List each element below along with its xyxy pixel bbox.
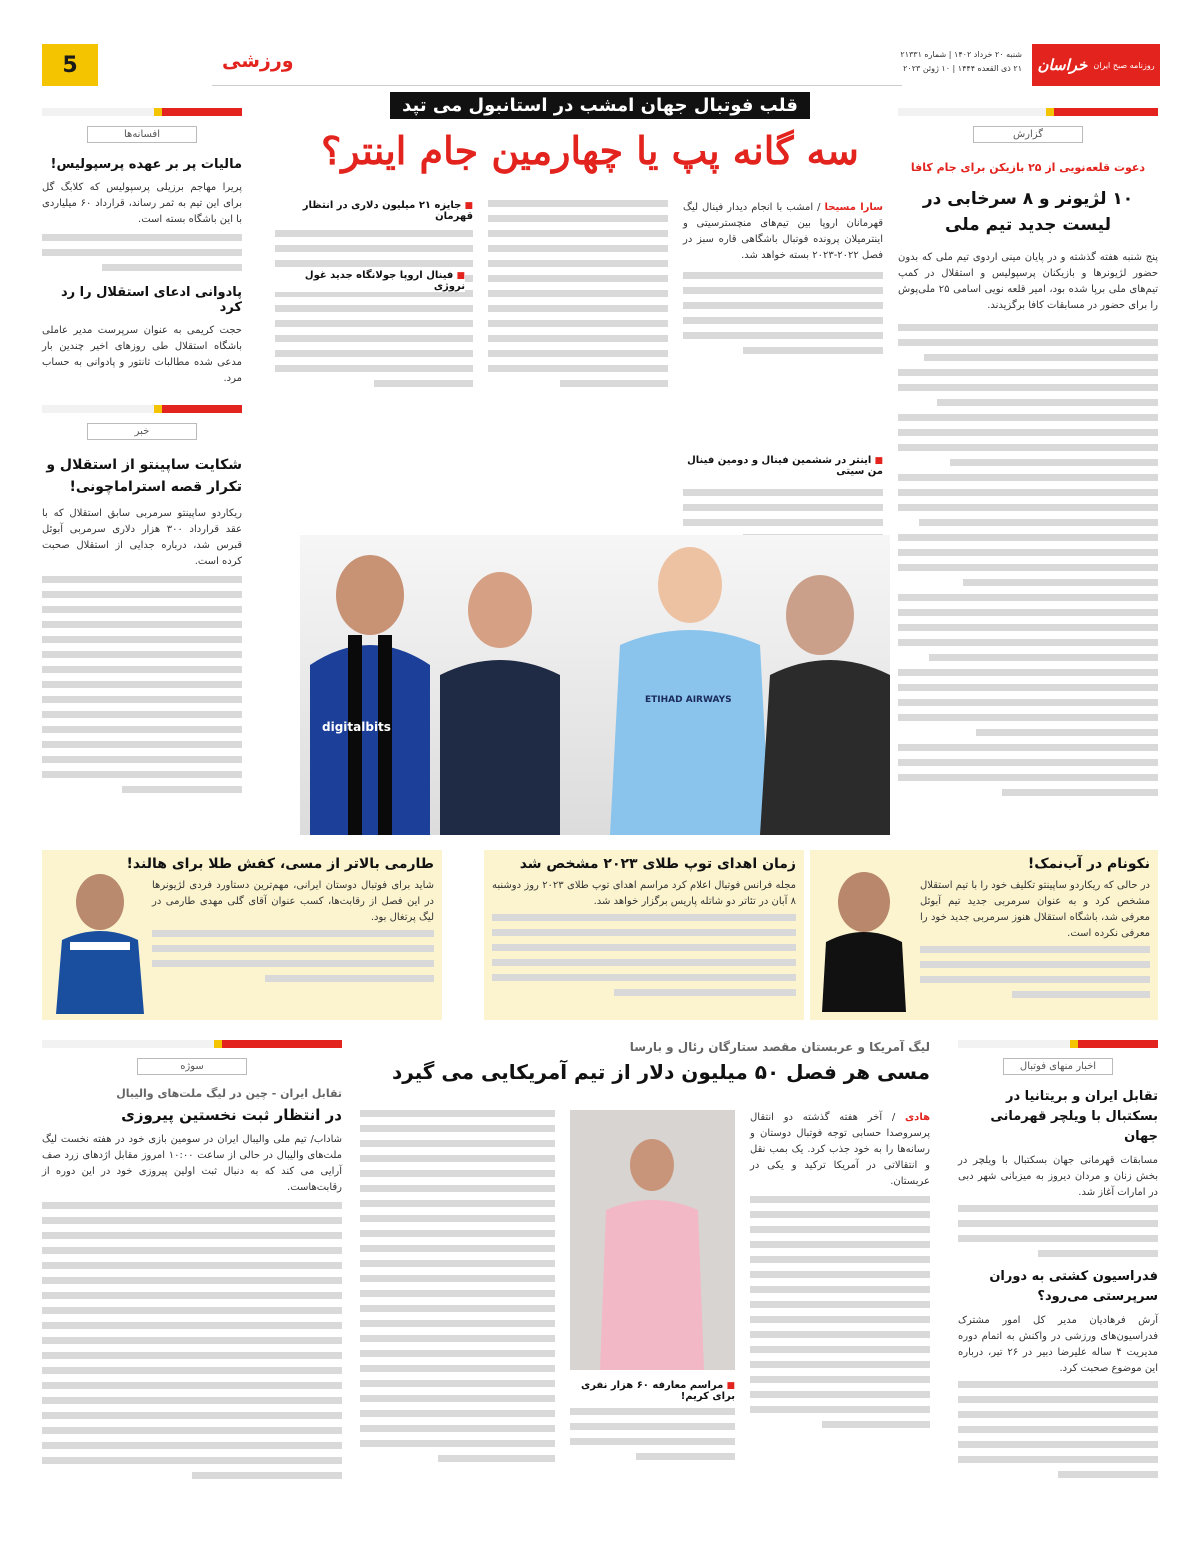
left-title-2: پادوانی ادعای استقلال را رد کرد: [60, 285, 242, 315]
box-accent: [898, 108, 1158, 116]
players-illustration: [300, 535, 890, 835]
nf-body-2-cont: [958, 1381, 1158, 1478]
panel-body-2: مجله فرانس فوتبال اعلام کرد مراسم اهدای توپ طلای ۲۰۲۳ روز دوشنبه ۸ آبان در تئاتر دو شاتله پاریس برگزار خواهد شد.: [492, 880, 797, 907]
dateline: [900, 48, 1022, 76]
masthead: [42, 44, 1160, 86]
report-tag: گزارش: [973, 126, 1083, 143]
panel-title-3: طارمی بالاتر از مسی، کفش طلا برای هالند!: [126, 856, 434, 872]
taremi-portrait: [50, 864, 150, 1014]
main-author: سارا مسیحا: [824, 202, 883, 213]
messi-photo[interactable]: [570, 1110, 735, 1370]
page-number: 5: [42, 44, 98, 86]
main-kicker: قلب فوتبال جهان امشب در استانبول می تپد: [390, 92, 810, 119]
messi-kicker: لیگ آمریکا و عربستان مقصد ستارگان رئال و بارسا: [629, 1040, 930, 1054]
kafa-report: [898, 108, 1158, 838]
jersey-text-inter: digitalbits: [322, 720, 391, 734]
vb-title: در انتظار ثبت نخستین پیروزی: [121, 1106, 342, 1124]
panel-title-1: نکونام در آب‌نمک!: [1027, 856, 1150, 872]
left-title-3: شکایت ساپینتو از استقلال و تکرار قصه استراماچونی!: [46, 457, 242, 495]
left-body-1: پریرا مهاجم برزیلی پرسپولیس که کلابگ گل برای این تیم به ثمر رساند، قرارداد ۶۰ میلیاردی با این باشگاه بسته است.: [42, 182, 242, 225]
vb-body-cont: [42, 1202, 342, 1479]
main-lead: سارا مسیحا / امشب با انجام دیدار فینال لیگ قهرمانان اروپا بین تیم‌های منچسترسیتی و اینترمیلان پرونده فوتبال باشگاهی قاره سبز در فصل ۲۰۲۲-۲۰۲۳ بسته خواهد شد.: [683, 202, 883, 261]
messi-illustration: [570, 1110, 735, 1370]
box-accent: [42, 1040, 342, 1048]
messi-title: مسی هر فصل ۵۰ میلیون دلار از تیم آمریکایی می گیرد: [391, 1060, 930, 1084]
main-story-text: [275, 200, 883, 450]
main-subhead-1: ■ اینتر در ششمین فینال و دومین فینال من سیتی: [683, 455, 883, 477]
brand-logo: خراسان: [1037, 56, 1088, 74]
date-line-2: ۲۱ ذی القعده ۱۴۴۴ | ۱۰ ژوئن ۲۰۲۳: [903, 64, 1022, 73]
panel-ballon-dor[interactable]: [484, 850, 804, 1020]
panel-title-2: زمان اهدای توپ طلای ۲۰۲۳ مشخص شد: [519, 856, 796, 872]
volleyball-story: [42, 1040, 342, 1530]
messi-body: هادی / آخر هفته گذشته دو انتقال پرسروصدا حسابی توجه فوتبال دوستان و رسانه‌ها را به خود جذب کرد. یک بمب نقل و انتقالاتی در آمریکا ترکید و یکی در عربستان.: [750, 1112, 931, 1187]
panel-body-3: شاید برای فوتبال دوستان ایرانی، مهم‌ترین دستاورد فردی لژیونرها در این فصل از رقابت‌ها، کسب عنوان آقای گلی مهدی طارمی در لیگ پرتغال بود.: [152, 880, 434, 923]
main-subheads: [275, 270, 883, 545]
messi-author: هادی: [905, 1112, 931, 1123]
nf-tag: اخبار منهای فوتبال: [1003, 1058, 1113, 1075]
date-line-1: شنبه ۲۰ خرداد ۱۴۰۲ | شماره ۲۱۳۳۱: [900, 50, 1022, 59]
section-bar: [212, 44, 902, 86]
main-col2: [488, 200, 668, 395]
vb-body: شاداب/ تیم ملی والیبال ایران در سومین بازی خود در هفته نخست لیگ ملت‌های والیبال در حالی از ساعت ۱۰:۰۰ امروز مقابل اژدهای زرد صف آرایی می کند که به دنبال ثبت اولین پیروزی خود در این دوره از رقابت‌هاست.: [42, 1134, 342, 1193]
vb-tag: سوژه: [137, 1058, 247, 1075]
newspaper-brand[interactable]: [1032, 44, 1160, 86]
nf-title-2: فدراسیون کشتی به دوران سرپرستی می‌رود؟: [989, 1269, 1158, 1304]
panel-taremi[interactable]: [42, 850, 442, 1020]
nf-body-1: مسابقات قهرمانی جهان بسکتبال با ویلچر در بخش زنان و مردان دیروز به میزبانی شهر دبی در امارات آغاز شد.: [958, 1155, 1158, 1198]
left-tag-2: خبر: [87, 423, 197, 440]
nf-title-1: تقابل ایران و بریتانیا در بسکتبال با ویلچر قهرمانی جهان: [990, 1089, 1158, 1144]
section-title: ورزشی: [222, 50, 294, 72]
messi-sub-body: [570, 1408, 735, 1460]
main-title: سه گانه پپ یا چهارمین جام اینتر؟: [321, 128, 859, 173]
box-accent: [958, 1040, 1158, 1048]
messi-story: [360, 1040, 930, 1530]
jersey-text-city: ETIHAD AIRWAYS: [645, 695, 732, 705]
panel-body-1: در حالی که ریکاردو ساپینتو تکلیف خود را با تیم استقلال مشخص کرد و به عنوان سرمربی جدید تیم آبوئل معرفی شد، باشگاه استقلال هنوز سرمربی جدید خود را معرفی نکرده است.: [920, 880, 1150, 939]
left-body-1-cont: [42, 234, 242, 271]
left-title-1: مالیات پر بر عهده پرسپولیس!: [50, 157, 242, 172]
panel-nekounam[interactable]: [810, 850, 1158, 1020]
messi-col2: [360, 1110, 555, 1470]
kafa-body: پنج شنبه هفته گذشته و در پایان مینی اردوی تیم ملی که بدون حضور لژیونرها و بازیکنان پرسپولیس و استقلال در کمپ تیم‌های ملی برپا شده بود، امیر قلعه نویی اسامی ۲۵ ملی‌پوش را برای حضور در مسابقات کافا برگزیدند.: [898, 252, 1158, 311]
nf-body-2: آرش فرهادیان مدیر کل امور مشترک فدراسیون‌های ورزشی در واکنش به اتمام دوره مدیریت ۴ ساله علیرضا دبیر در ۲۶ تیر، درباره این موضوع صحبت کرد.: [958, 1315, 1158, 1374]
main-subhead-2: ■ فینال اروپا جولانگاه جدید غول نروژی: [275, 270, 465, 292]
main-photo[interactable]: [300, 535, 890, 835]
left-column: [42, 108, 242, 838]
brand-subtitle: روزنامه صبح ایران: [1093, 60, 1155, 70]
panel-body-2-cont: [484, 910, 804, 996]
box-accent: [42, 405, 242, 413]
left-tag-1: افسانه‌ها: [87, 126, 197, 143]
vb-kicker: تقابل ایران - چین در لیگ ملت‌های والیبال: [116, 1087, 342, 1100]
left-body-2: حجت کریمی به عنوان سرپرست مدیر عاملی باشگاه استقلال طی روزهای اخیر چندین بار مدعی شده مطالبات ثانتور و پادوانی به حساب مرد.: [42, 325, 242, 384]
non-football-news: [958, 1040, 1158, 1530]
main-lead-cont: [683, 272, 883, 354]
left-body-3: ریکاردو ساپینتو سرمربی سابق استقلال که با عقد قرارداد ۳۰۰ هزار دلاری سرمربی آبوئل قبرس شد، درباره جدایی از استقلال صحبت کرده است.: [42, 508, 242, 567]
box-accent: [42, 108, 242, 116]
kafa-kicker: دعوت قلعه‌نویی از ۲۵ بازیکن برای جام کافا: [910, 161, 1146, 174]
kafa-body-continued: [898, 324, 1158, 796]
left-body-3-cont: [42, 576, 242, 793]
main-col3: [275, 230, 473, 387]
kafa-title: ۱۰ لژیونر و ۸ سرخابی در لیست جدید تیم ملی: [922, 189, 1134, 235]
main-subhead-3: ■ جایزه ۲۱ میلیون دلاری در انتظار قهرمان: [275, 200, 473, 222]
nf-body-1-cont: [958, 1205, 1158, 1257]
messi-body-cont: [750, 1196, 930, 1428]
coach-portrait: [816, 862, 912, 1012]
messi-subhead: ■ مراسم معارفه ۶۰ هزار نفری برای کریم!: [570, 1380, 735, 1402]
